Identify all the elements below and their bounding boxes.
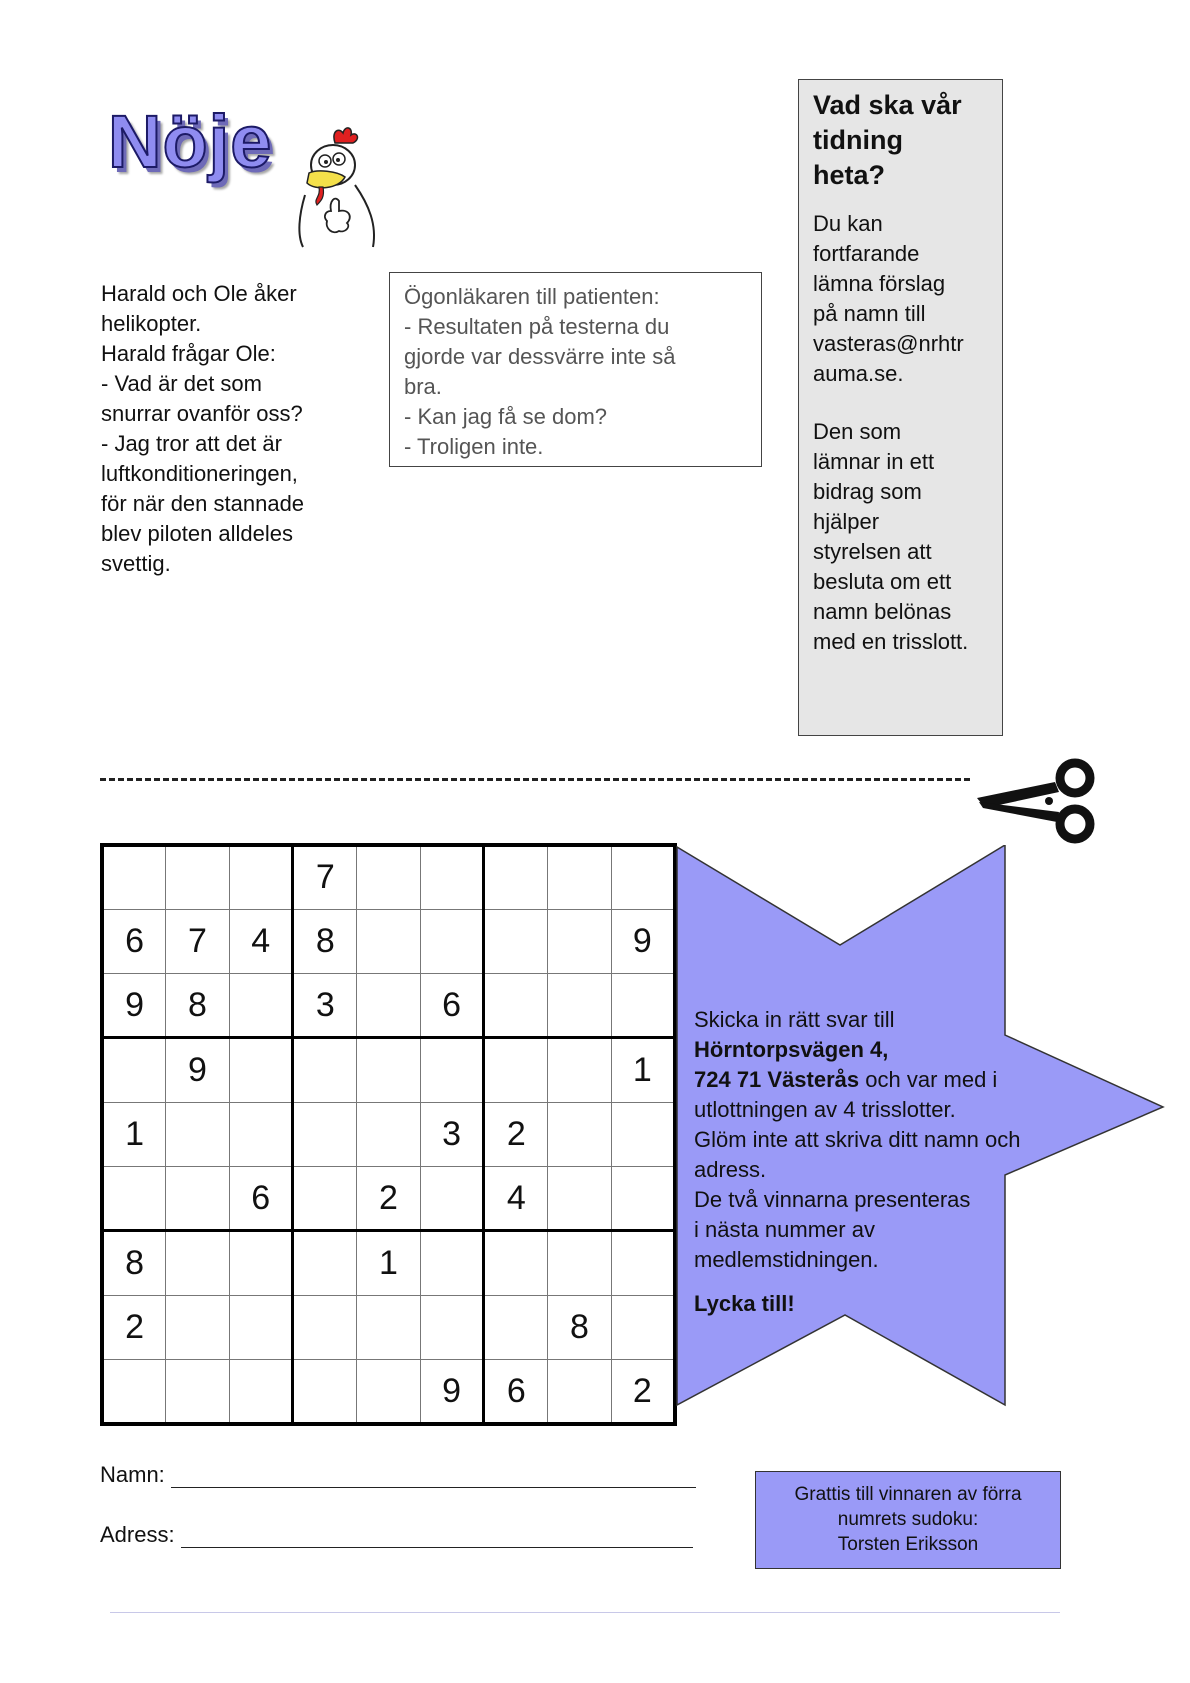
winner-name: Torsten Eriksson	[837, 1534, 979, 1555]
sidebar-text-line: på namn till	[813, 301, 926, 326]
sidebar-text-line: hjälper	[813, 509, 880, 534]
sudoku-cell[interactable]	[293, 1038, 357, 1102]
sudoku-cell: 3	[293, 974, 357, 1038]
sudoku-cell: 3	[420, 1102, 484, 1166]
sudoku-cell: 2	[102, 1295, 166, 1359]
cut-line-divider	[100, 778, 970, 781]
sidebar-text-line: besluta om ett	[813, 569, 952, 594]
joke-line: Harald och Ole åker	[101, 281, 297, 306]
sudoku-cell[interactable]	[229, 1295, 293, 1359]
sudoku-row	[102, 1102, 675, 1166]
sudoku-cell[interactable]	[357, 1295, 421, 1359]
name-input-line[interactable]	[171, 1465, 696, 1488]
sudoku-cell: 7	[293, 845, 357, 909]
scissors-icon	[975, 758, 1105, 844]
joke-line: bra.	[404, 374, 442, 399]
sidebar-text-line: bidrag som	[813, 479, 922, 504]
sudoku-cell: 9	[102, 974, 166, 1038]
joke-line: - Jag tror att det är	[101, 431, 282, 456]
sudoku-row	[102, 1360, 675, 1424]
sudoku-cell: 4	[484, 1167, 548, 1231]
sidebar-paragraph-suggestion	[813, 209, 988, 389]
sudoku-row	[102, 974, 675, 1038]
sidebar-text-line: namn belönas	[813, 599, 952, 624]
sudoku-cell[interactable]	[548, 845, 612, 909]
sudoku-cell: 1	[357, 1231, 421, 1295]
sudoku-cell[interactable]	[357, 845, 421, 909]
sudoku-row	[102, 845, 675, 909]
sudoku-cell[interactable]	[357, 1038, 421, 1102]
sudoku-cell[interactable]	[484, 974, 548, 1038]
sudoku-cell: 4	[229, 909, 293, 973]
sidebar-text-line: fortfarande	[813, 241, 920, 266]
sudoku-cell[interactable]	[229, 845, 293, 909]
sudoku-cell[interactable]	[484, 1038, 548, 1102]
sudoku-cell[interactable]	[484, 909, 548, 973]
sudoku-cell[interactable]	[611, 1167, 675, 1231]
sidebar-text-line: lämnar in ett	[813, 449, 935, 474]
sudoku-cell[interactable]	[420, 1231, 484, 1295]
sudoku-cell[interactable]	[611, 1102, 675, 1166]
sudoku-cell[interactable]	[548, 909, 612, 973]
sudoku-cell[interactable]	[293, 1167, 357, 1231]
sudoku-row	[102, 1038, 675, 1102]
sudoku-cell[interactable]	[229, 974, 293, 1038]
sudoku-cell[interactable]	[357, 974, 421, 1038]
joke-line: för när den stannade	[101, 491, 305, 516]
sudoku-cell[interactable]	[166, 1167, 230, 1231]
sudoku-cell[interactable]	[548, 1038, 612, 1102]
sidebar-email-end[interactable]: auma.se.	[813, 361, 904, 386]
sudoku-grid	[100, 843, 677, 1426]
star-line: utlottningen av 4 trisslotter.	[694, 1097, 956, 1122]
address-input-line[interactable]	[181, 1525, 693, 1548]
sudoku-cell[interactable]	[166, 1102, 230, 1166]
sudoku-cell[interactable]	[293, 1360, 357, 1424]
sudoku-cell[interactable]	[229, 1360, 293, 1424]
sudoku-cell[interactable]	[548, 1360, 612, 1424]
star-line: De två vinnarna presenteras	[694, 1187, 971, 1212]
joke-eye-doctor-box	[389, 272, 762, 467]
sudoku-cell: 1	[102, 1102, 166, 1166]
star-address-city: 724 71 Västerås	[694, 1067, 860, 1092]
newspaper-name-sidebar	[798, 79, 1003, 736]
sudoku-cell[interactable]	[357, 1102, 421, 1166]
sudoku-cell[interactable]	[548, 974, 612, 1038]
joke-line: Ögonläkaren till patienten:	[404, 284, 660, 309]
sudoku-cell[interactable]	[420, 1167, 484, 1231]
sidebar-text-line: Du kan	[813, 211, 883, 236]
sudoku-cell[interactable]	[611, 1295, 675, 1359]
sudoku-cell[interactable]	[166, 845, 230, 909]
sudoku-cell[interactable]	[611, 974, 675, 1038]
sudoku-cell: 8	[102, 1231, 166, 1295]
sudoku-cell[interactable]	[420, 845, 484, 909]
sudoku-cell[interactable]	[484, 1295, 548, 1359]
sudoku-cell[interactable]	[357, 1360, 421, 1424]
joke-line: - Troligen inte.	[404, 434, 544, 459]
sudoku-cell: 2	[484, 1102, 548, 1166]
name-field-row	[100, 1462, 696, 1488]
sudoku-cell: 6	[102, 909, 166, 973]
sudoku-cell: 8	[293, 909, 357, 973]
sudoku-cell[interactable]	[102, 1038, 166, 1102]
star-line: Skicka in rätt svar till	[694, 1007, 895, 1032]
footer-divider	[110, 1612, 1060, 1613]
star-address-street	[694, 1035, 1074, 1065]
sudoku-cell[interactable]	[420, 1038, 484, 1102]
sidebar-heading-line: heta?	[813, 160, 886, 190]
sidebar-text-line: lämna förslag	[813, 271, 946, 296]
sidebar-heading-line: Vad ska vår	[813, 90, 962, 120]
sudoku-cell[interactable]	[484, 845, 548, 909]
sudoku-row	[102, 1167, 675, 1231]
joke-line: gjorde var dessvärre inte så	[404, 344, 676, 369]
star-address-city-line	[694, 1065, 1074, 1095]
sudoku-cell: 8	[548, 1295, 612, 1359]
sudoku-cell[interactable]	[548, 1167, 612, 1231]
star-address-street-text: Hörntorpsvägen 4,	[694, 1037, 889, 1062]
sidebar-heading-line: tidning	[813, 125, 903, 155]
sudoku-cell: 6	[420, 974, 484, 1038]
address-label: Adress:	[100, 1522, 175, 1547]
sudoku-cell[interactable]	[229, 1038, 293, 1102]
sudoku-cell[interactable]	[166, 1295, 230, 1359]
sudoku-cell[interactable]	[293, 1231, 357, 1295]
sidebar-heading	[813, 88, 988, 193]
sidebar-text-line: styrelsen att	[813, 539, 932, 564]
page-title: Nöje	[108, 100, 273, 183]
star-instructions	[694, 1005, 1074, 1319]
joke-line: luftkonditioneringen,	[101, 461, 298, 486]
sudoku-cell: 9	[611, 909, 675, 973]
sudoku-cell[interactable]	[102, 1360, 166, 1424]
joke-line: blev piloten alldeles	[101, 521, 294, 546]
sudoku-cell: 8	[166, 974, 230, 1038]
joke-helicopter	[101, 279, 361, 579]
joke-line: - Vad är det som	[101, 371, 262, 396]
rooster-mascot-icon	[295, 125, 380, 250]
joke-line: - Resultaten på testerna du	[404, 314, 670, 339]
sudoku-cell[interactable]	[611, 845, 675, 909]
name-label: Namn:	[100, 1462, 165, 1487]
sidebar-text-line: med en trisslott.	[813, 629, 969, 654]
sudoku-cell: 9	[166, 1038, 230, 1102]
sudoku-cell[interactable]	[420, 909, 484, 973]
winner-line: Grattis till vinnaren av förra	[794, 1484, 1022, 1505]
sudoku-cell[interactable]	[484, 1231, 548, 1295]
joke-line: - Kan jag få se dom?	[404, 404, 608, 429]
sidebar-paragraph-reward	[813, 417, 988, 657]
sudoku-cell: 6	[484, 1360, 548, 1424]
joke-line: helikopter.	[101, 311, 202, 336]
star-line: adress.	[694, 1157, 767, 1182]
sudoku-cell[interactable]	[548, 1102, 612, 1166]
sudoku-cell: 7	[166, 909, 230, 973]
sudoku-cell: 1	[611, 1038, 675, 1102]
sudoku-cell[interactable]	[293, 1295, 357, 1359]
star-line: Glöm inte att skriva ditt namn och	[694, 1127, 1021, 1152]
sudoku-cell: 9	[420, 1360, 484, 1424]
sudoku-cell[interactable]	[611, 1231, 675, 1295]
joke-line: snurrar ovanför oss?	[101, 401, 303, 426]
sudoku-cell[interactable]	[293, 1102, 357, 1166]
sudoku-row	[102, 909, 675, 973]
sudoku-cell: 2	[357, 1167, 421, 1231]
sudoku-cell[interactable]	[166, 1360, 230, 1424]
star-line: medlemstidningen.	[694, 1247, 879, 1272]
sudoku-cell[interactable]	[102, 845, 166, 909]
sudoku-cell[interactable]	[357, 909, 421, 973]
star-line-rest: och var med i	[859, 1067, 998, 1092]
star-good-luck: Lycka till!	[694, 1291, 795, 1316]
address-field-row	[100, 1522, 693, 1548]
sudoku-cell[interactable]	[166, 1231, 230, 1295]
joke-line: svettig.	[101, 551, 171, 576]
winner-box	[755, 1471, 1061, 1569]
sudoku-cell[interactable]	[229, 1231, 293, 1295]
sudoku-row	[102, 1295, 675, 1359]
star-line: i nästa nummer av	[694, 1217, 875, 1242]
sudoku-cell: 2	[611, 1360, 675, 1424]
sudoku-row	[102, 1231, 675, 1295]
sudoku-cell[interactable]	[229, 1102, 293, 1166]
joke-line: Harald frågar Ole:	[101, 341, 276, 366]
winner-line: numrets sudoku:	[837, 1509, 979, 1530]
sudoku-cell[interactable]	[420, 1295, 484, 1359]
sidebar-email[interactable]: vasteras@nrhtr	[813, 331, 964, 356]
sidebar-text-line: Den som	[813, 419, 902, 444]
sudoku-cell[interactable]	[548, 1231, 612, 1295]
sudoku-cell[interactable]	[102, 1167, 166, 1231]
sudoku-cell: 6	[229, 1167, 293, 1231]
